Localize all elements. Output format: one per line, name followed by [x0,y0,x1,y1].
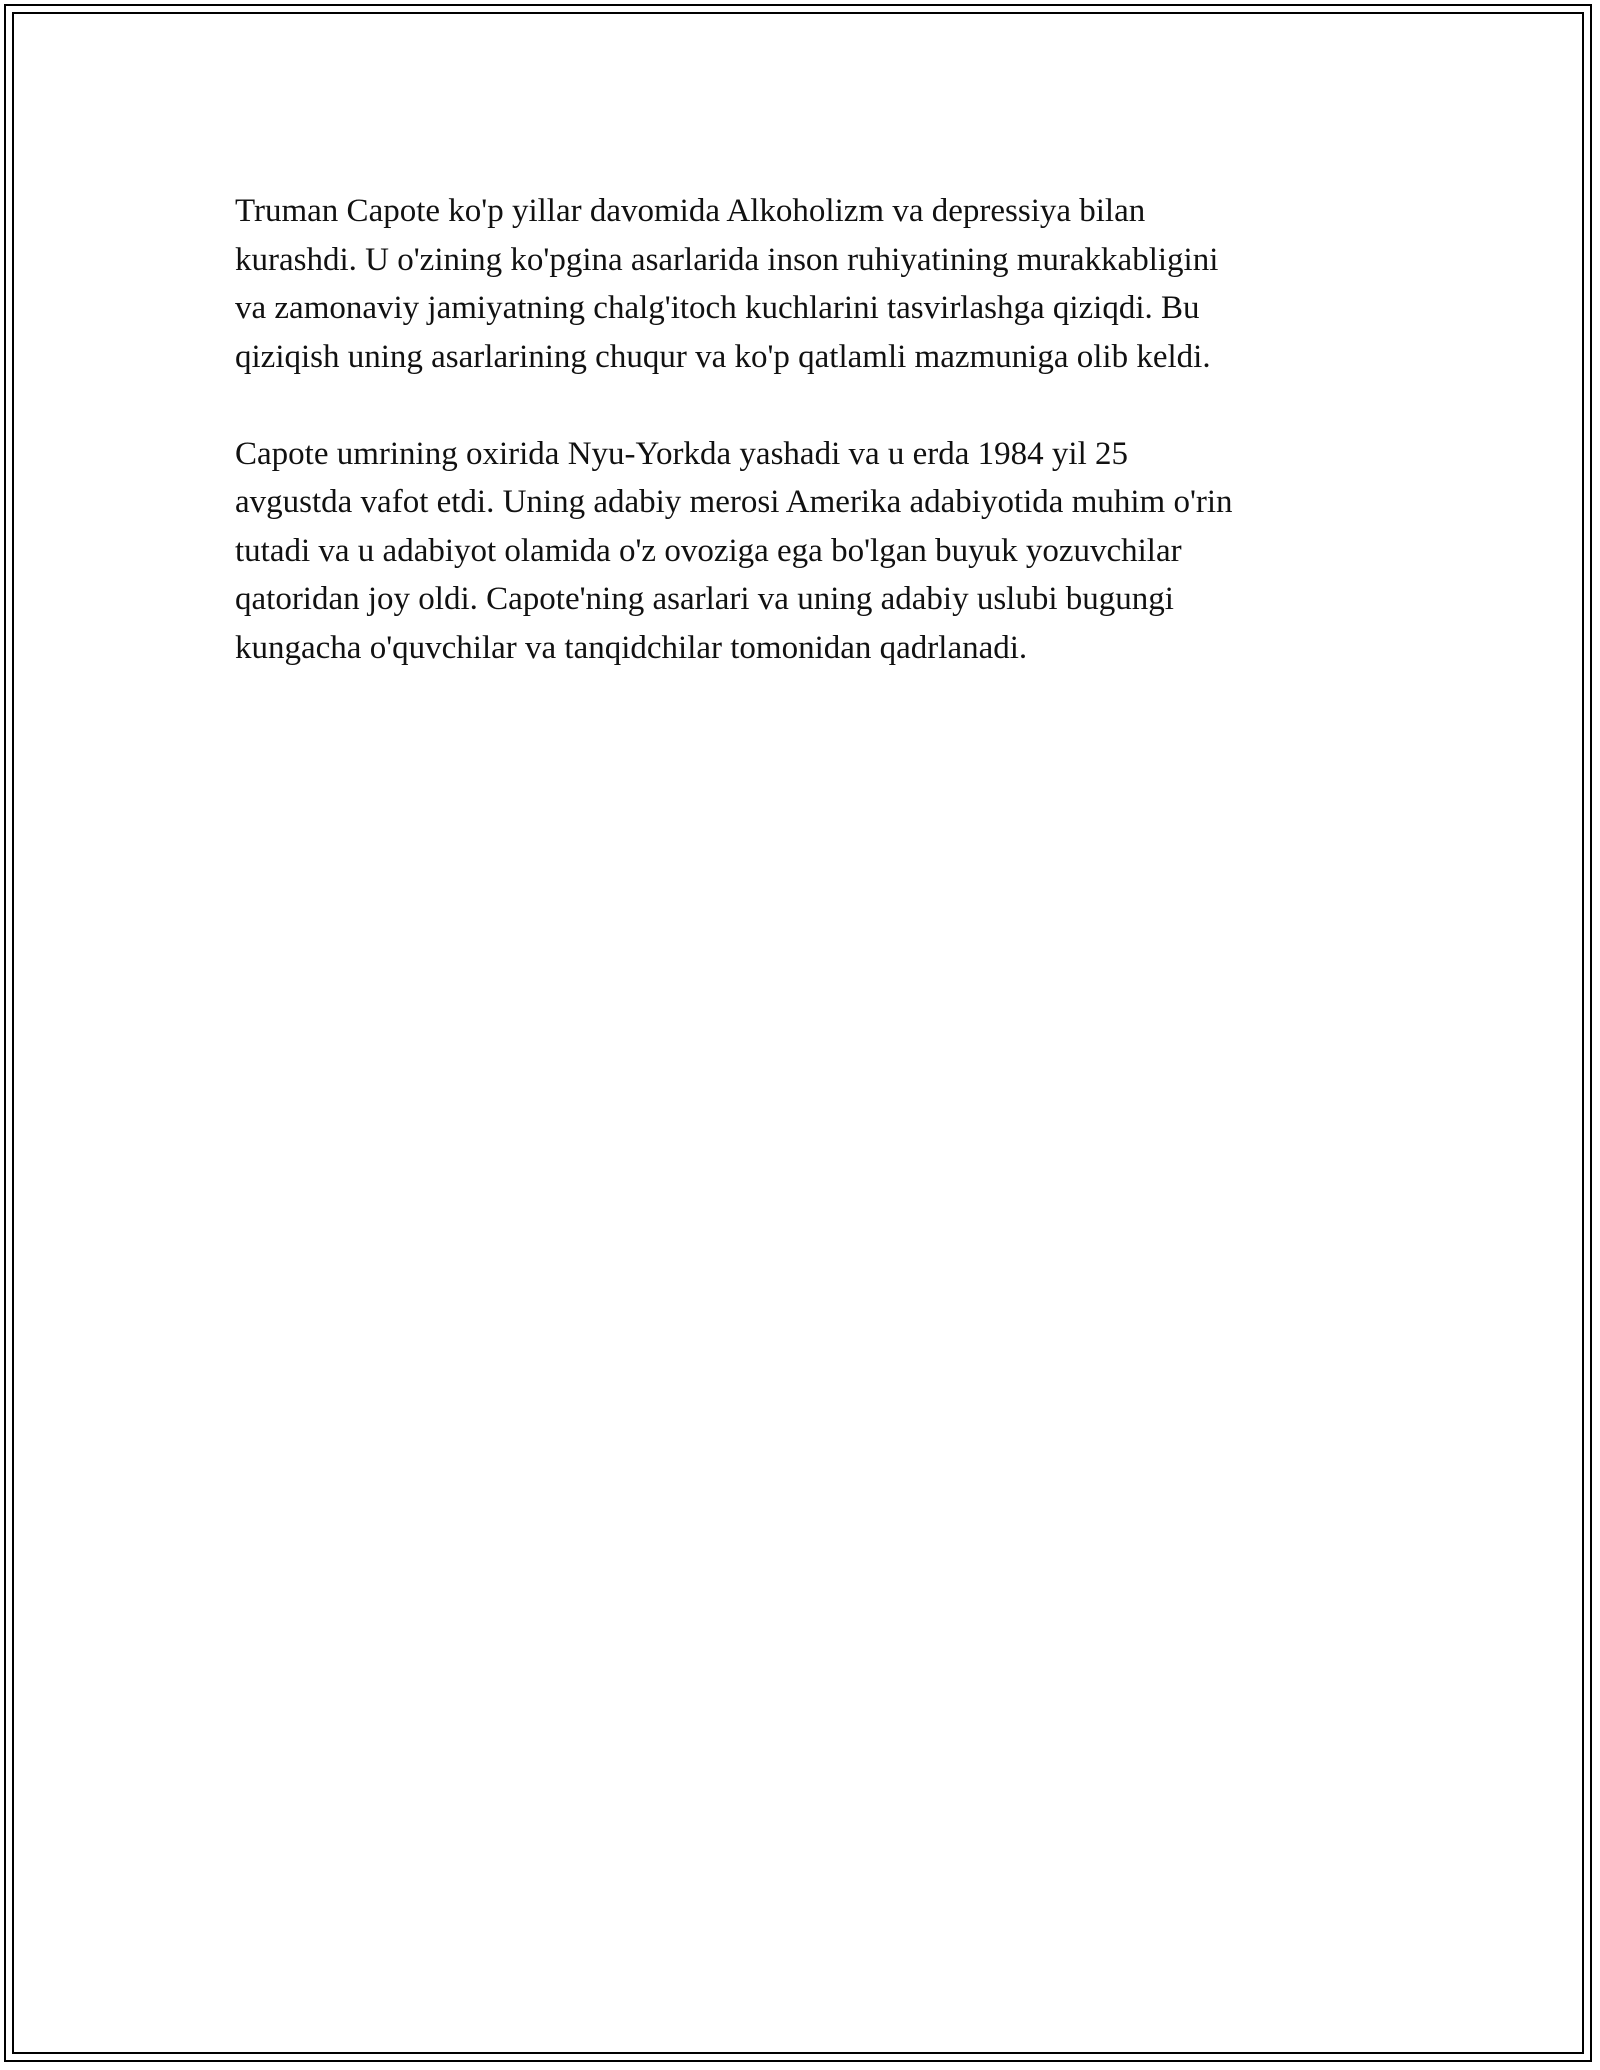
text-line: tutadi va u adabiyot olamida o'z ovoziga ega bo'lgan buyuk yozuvchilar [235,532,1182,569]
text-line: Truman Capote ko'p yillar davomida Alkoholizm va depressiya bilan [235,193,1146,229]
text-line: kurashdi. U o'zining ko'pgina asarlarida inson ruhiyatining murakkabligini [235,241,1219,278]
document-body [235,187,1365,721]
text-line: kungacha o'quvchilar va tanqidchilar tomonidan qadrlanadi. [235,629,1028,666]
text-line: va zamonaviy jamiyatning chalg'itoch kuchlarini tasvirlashga qiziqdi. Bu [235,290,1200,326]
text-line: qatoridan joy oldi. Capote'ning asarlari va uning adabiy uslubi bugungi [235,581,1174,617]
text-line: Capote umrining oxirida Nyu-Yorkda yashadi va u erda 1984 yil 25 [235,435,1128,472]
paragraph-1 [235,187,1365,381]
text-line: qiziqish uning asarlarining chuqur va ko'p qatlamli mazmuniga olib keldi. [235,338,1211,375]
text-line: avgustda vafot etdi. Uning adabiy merosi Amerika adabiyotida muhim o'rin [235,484,1233,520]
paragraph-2 [235,430,1365,673]
